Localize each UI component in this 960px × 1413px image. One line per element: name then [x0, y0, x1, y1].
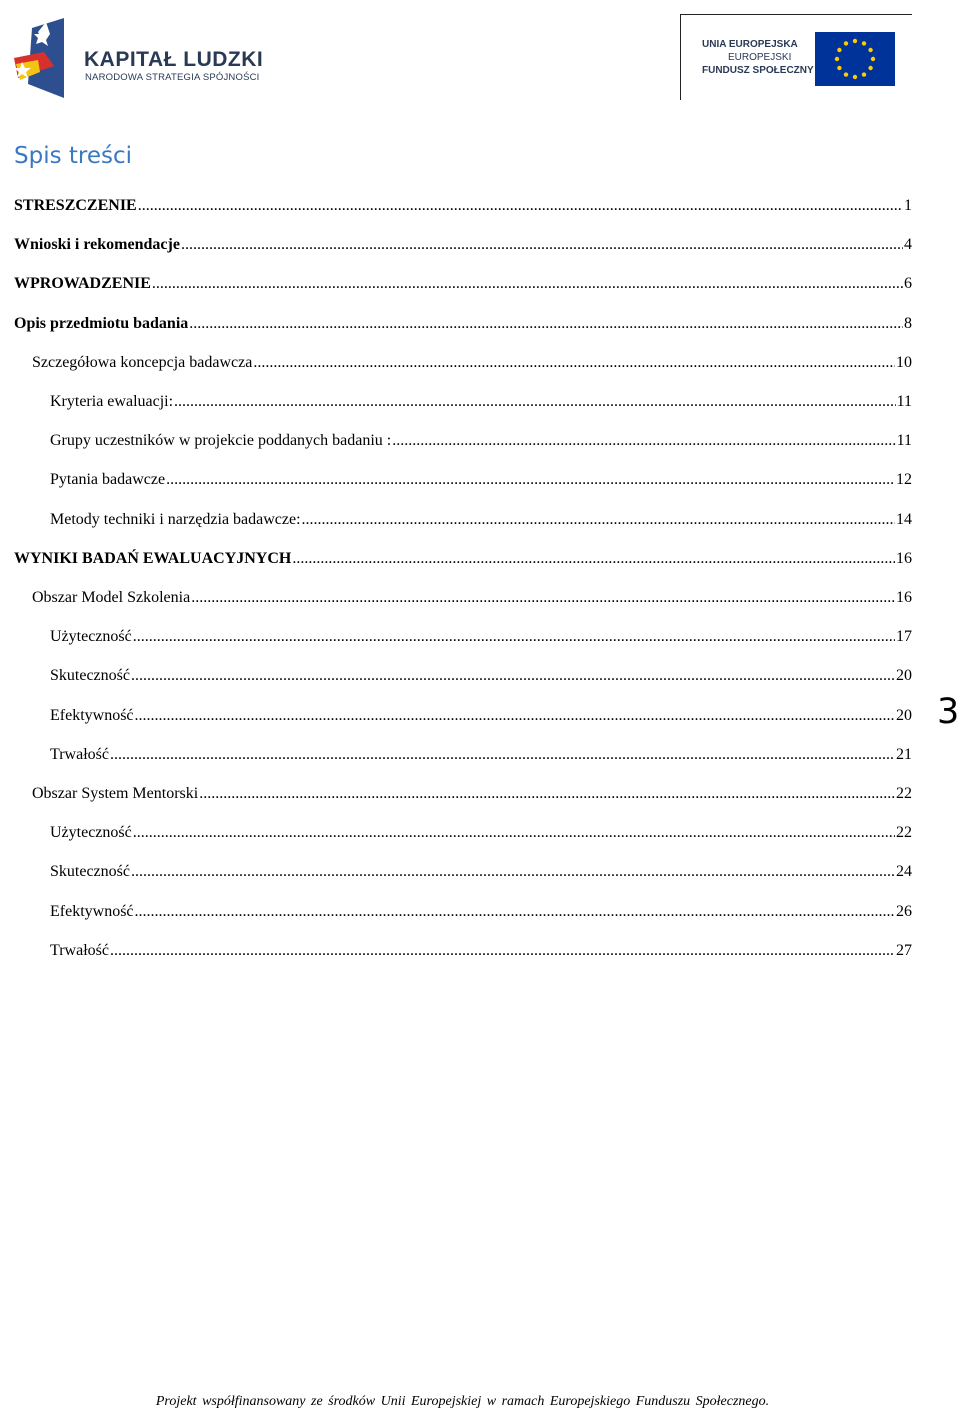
toc-entry-page: 22	[896, 824, 912, 841]
toc-entry[interactable]	[50, 392, 912, 412]
toc-entry-page: 11	[896, 432, 912, 449]
toc-entry[interactable]	[14, 549, 912, 569]
toc-dot-leader	[131, 862, 895, 882]
toc-entry-label: Wnioski i rekomendacje	[14, 236, 180, 253]
toc-entry-page: 10	[896, 354, 912, 371]
toc-entry-label: Obszar System Mentorski	[32, 785, 199, 802]
toc-dot-leader	[110, 745, 895, 765]
toc-entry-page: 6	[904, 275, 912, 292]
toc-dot-leader	[133, 823, 895, 843]
toc-entry-label: Efektywność	[50, 903, 134, 920]
toc-entry[interactable]	[32, 588, 912, 608]
toc-entry[interactable]	[50, 666, 912, 686]
toc-entry-label: Pytania badawcze	[50, 471, 166, 488]
toc-entry[interactable]	[32, 353, 912, 373]
toc-entry-label: WPROWADZENIE	[14, 275, 151, 292]
eu-logo-line-2: EUROPEJSKI	[728, 52, 792, 63]
toc-entry-label: Użyteczność	[50, 824, 132, 841]
toc-entry[interactable]	[14, 314, 912, 334]
eu-logo-line-3: FUNDUSZ SPOŁECZNY	[702, 65, 814, 76]
eu-logo-line-1: UNIA EUROPEJSKA	[702, 39, 798, 50]
toc-dot-leader	[152, 274, 903, 294]
toc-dot-leader	[174, 392, 896, 412]
toc-dot-leader	[135, 902, 895, 922]
toc-entry-label: Szczegółowa koncepcja badawcza	[32, 354, 253, 371]
toc-entry-label: Skuteczność	[50, 667, 130, 684]
toc-entry-label: Obszar Model Szkolenia	[32, 589, 191, 606]
toc-entry-label: Opis przedmiotu badania	[14, 315, 189, 332]
toc-dot-leader	[138, 196, 903, 216]
toc-entry-page: 1	[904, 197, 912, 214]
toc-entry-page: 4	[904, 236, 912, 253]
eu-logo-border-top	[680, 14, 912, 15]
toc-entry-page: 20	[896, 707, 912, 724]
eu-flag-icon	[815, 32, 895, 86]
toc-entry[interactable]	[50, 745, 912, 765]
toc-entry[interactable]	[50, 431, 912, 451]
toc-entry-label: Skuteczność	[50, 863, 130, 880]
toc-entry-page: 16	[896, 550, 912, 567]
toc-heading: Spis treści	[14, 143, 133, 169]
toc-dot-leader	[181, 235, 903, 255]
toc-entry-label: Grupy uczestników w projekcie poddanych badaniu :	[50, 432, 392, 449]
toc-entry-label: STRESZCZENIE	[14, 197, 137, 214]
toc-entry-label: WYNIKI BADAŃ EWALUACYJNYCH	[14, 550, 292, 567]
toc-entry-label: Kryteria ewaluacji:	[50, 393, 174, 410]
toc-entry-page: 12	[896, 471, 912, 488]
toc-dot-leader	[199, 784, 895, 804]
toc-entry-page: 22	[896, 785, 912, 802]
toc-entry-page: 21	[896, 746, 912, 763]
toc-entry[interactable]	[14, 274, 912, 294]
toc-entry-label: Metody techniki i narzędzia badawcze:	[50, 511, 301, 528]
toc-dot-leader	[292, 549, 895, 569]
toc-entry[interactable]	[50, 470, 912, 490]
toc-entry-page: 11	[896, 393, 912, 410]
toc-entry-label: Efektywność	[50, 707, 134, 724]
page-header	[0, 0, 960, 110]
toc-entry[interactable]	[50, 510, 912, 530]
toc-entry[interactable]	[50, 706, 912, 726]
toc-dot-leader	[191, 588, 895, 608]
page-footer: Projekt współfinansowany ze środków Unii Europejskiej w ramach Europejskiego Funduszu Społecznego.	[155, 1394, 770, 1409]
toc-entry[interactable]	[50, 627, 912, 647]
toc-dot-leader	[253, 353, 895, 373]
toc-entry[interactable]	[50, 902, 912, 922]
toc-entry-page: 17	[896, 628, 912, 645]
toc-entry-label: Użyteczność	[50, 628, 132, 645]
kapital-ludzki-title: KAPITAŁ LUDZKI	[84, 48, 264, 71]
toc-dot-leader	[133, 627, 895, 647]
eu-logo-border-left	[680, 14, 681, 100]
toc-entry-page: 27	[896, 942, 912, 959]
toc-entry-page: 20	[896, 667, 912, 684]
kapital-ludzki-subtitle: NARODOWA STRATEGIA SPÓJNOŚCI	[85, 72, 260, 83]
toc-dot-leader	[110, 941, 895, 961]
toc-entry[interactable]	[50, 941, 912, 961]
toc-dot-leader	[135, 706, 895, 726]
toc-entry[interactable]	[14, 235, 912, 255]
kapital-ludzki-emblem-icon	[14, 18, 68, 100]
eu-efs-logo	[680, 14, 912, 100]
toc-dot-leader	[166, 470, 895, 490]
toc-dot-leader	[189, 314, 903, 334]
toc-entry-label: Trwałość	[50, 746, 109, 763]
toc-dot-leader	[302, 510, 895, 530]
toc-entry[interactable]	[50, 823, 912, 843]
toc-entry-page: 16	[896, 589, 912, 606]
toc-dot-leader	[131, 666, 895, 686]
toc-entry[interactable]	[32, 784, 912, 804]
toc-entry-page: 24	[896, 863, 912, 880]
toc-entry-page: 14	[896, 511, 912, 528]
toc-entry[interactable]	[50, 862, 912, 882]
toc-entry-page: 26	[896, 903, 912, 920]
toc-entry-page: 8	[904, 315, 912, 332]
toc-entry[interactable]	[14, 196, 912, 216]
kapital-ludzki-logo	[14, 18, 264, 100]
page-number: 3	[937, 692, 960, 732]
toc-dot-leader	[392, 431, 895, 451]
toc-entry-label: Trwałość	[50, 942, 109, 959]
